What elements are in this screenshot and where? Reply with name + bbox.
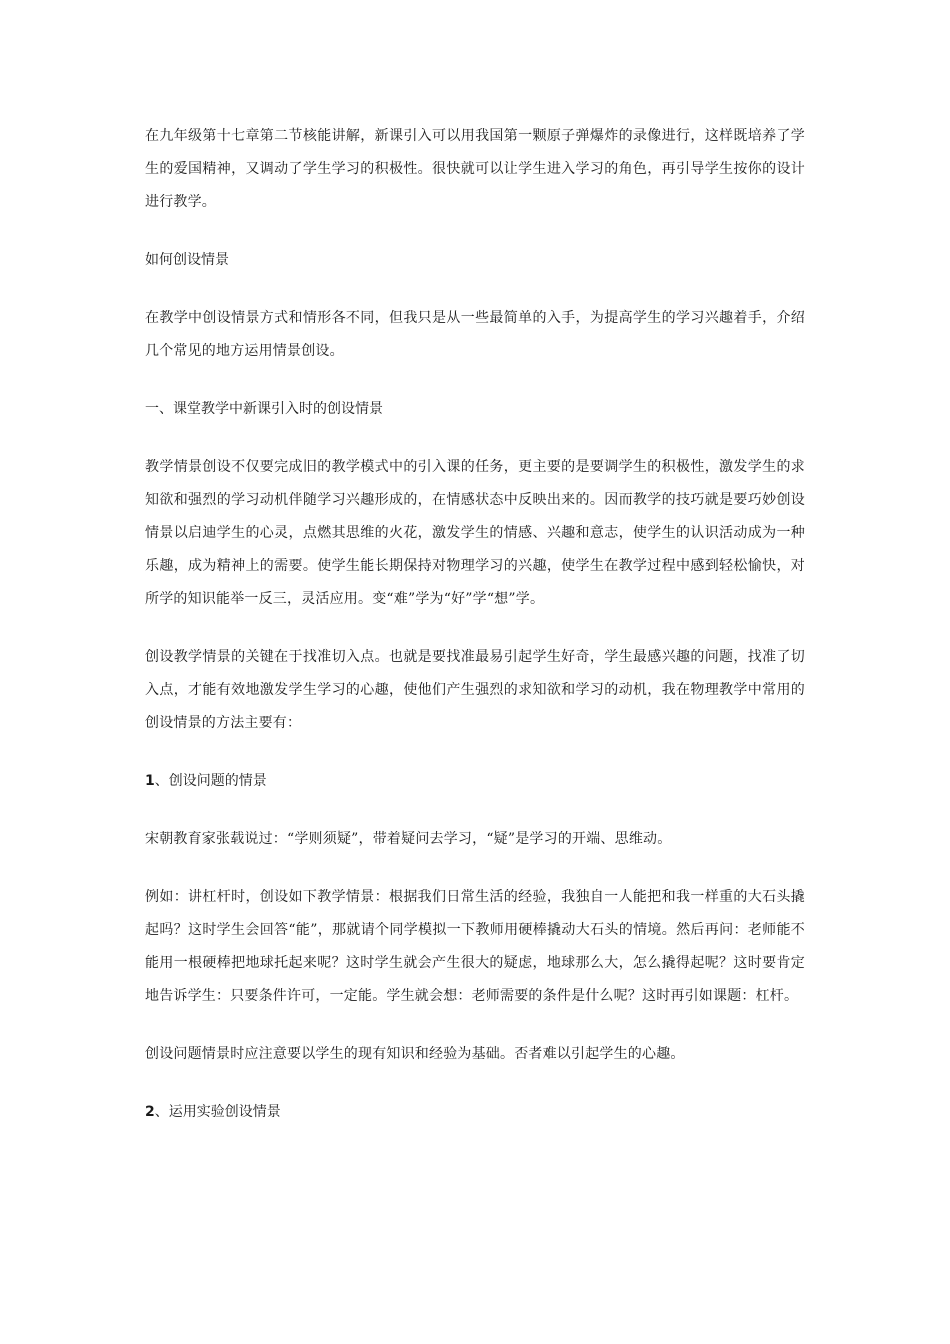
paragraph-lever-example: 例如：讲杠杆时，创设如下教学情景：根据我们日常生活的经验，我独自一人能把和我一样重的大石头撬起吗？这时学生会回答“能”，那就请个同学模拟一下教师用硬棒撬动大石头的情境。然后再问：老师能不能用一根硬棒把地球托起来呢？这时学生就会产生很大的疑虑，地球那么大，怎么撬得起呢？这时要肯定地告诉学生：只要条件许可，一定能。学生就会想：老师需要的条件是什么呢？这时再引如课题：杠杆。 [145,889,805,1004]
heading-section-one: 一、课堂教学中新课引入时的创设情景 [145,401,383,417]
document-page [145,120,805,1154]
paragraph-key-entry-point: 创设教学情景的关键在于找准切入点。也就是要找准最易引起学生好奇，学生最感兴趣的问题，找准了切入点，才能有效地激发学生学习的心趣，使他们产生强烈的求知欲和学习的动机，我在物理教学中常用的创设情景的方法主要有： [145,649,805,731]
heading-number: 1 [145,773,155,789]
heading-text: 、运用实验创设情景 [154,1104,281,1120]
heading-method-one [145,765,805,798]
heading-text: 、创设问题的情景 [154,773,267,789]
paragraph-note: 创设问题情景时应注意要以学生的现有知识和经验为基础。否者难以引起学生的心趣。 [145,1046,685,1062]
paragraph-zhang-zai-quote: 宋朝教育家张载说过：“学则须疑”，带着疑问去学习，“疑”是学习的开端、思维动。 [145,831,672,847]
paragraph-overview: 在教学中创设情景方式和情形各不同，但我只是从一些最简单的入手，为提高学生的学习兴趣着手，介绍几个常见的地方运用情景创设。 [145,310,805,359]
heading-how-to-create-scenario: 如何创设情景 [145,252,229,268]
heading-number: 2 [145,1104,155,1120]
paragraph-intro: 在九年级第十七章第二节核能讲解，新课引入可以用我国第一颗原子弹爆炸的录像进行，这样既培养了学生的爱国精神，又调动了学生学习的积极性。很快就可以让学生进入学习的角色，再引导学生按你的设计进行教学。 [145,128,805,210]
heading-method-two [145,1096,805,1129]
paragraph-scenario-purpose: 教学情景创设不仅要完成旧的教学模式中的引入课的任务，更主要的是要调学生的积极性，激发学生的求知欲和强烈的学习动机伴随学习兴趣形成的，在情感状态中反映出来的。因而教学的技巧就是要巧妙创设情景以启迪学生的心灵，点燃其思维的火花，激发学生的情感、兴趣和意志，使学生的认识活动成为一种乐趣，成为精神上的需要。使学生能长期保持对物理学习的兴趣，使学生在教学过程中感到轻松愉快，对所学的知识能举一反三，灵活应用。变“难”学为“好”学“想”学。 [145,459,805,607]
